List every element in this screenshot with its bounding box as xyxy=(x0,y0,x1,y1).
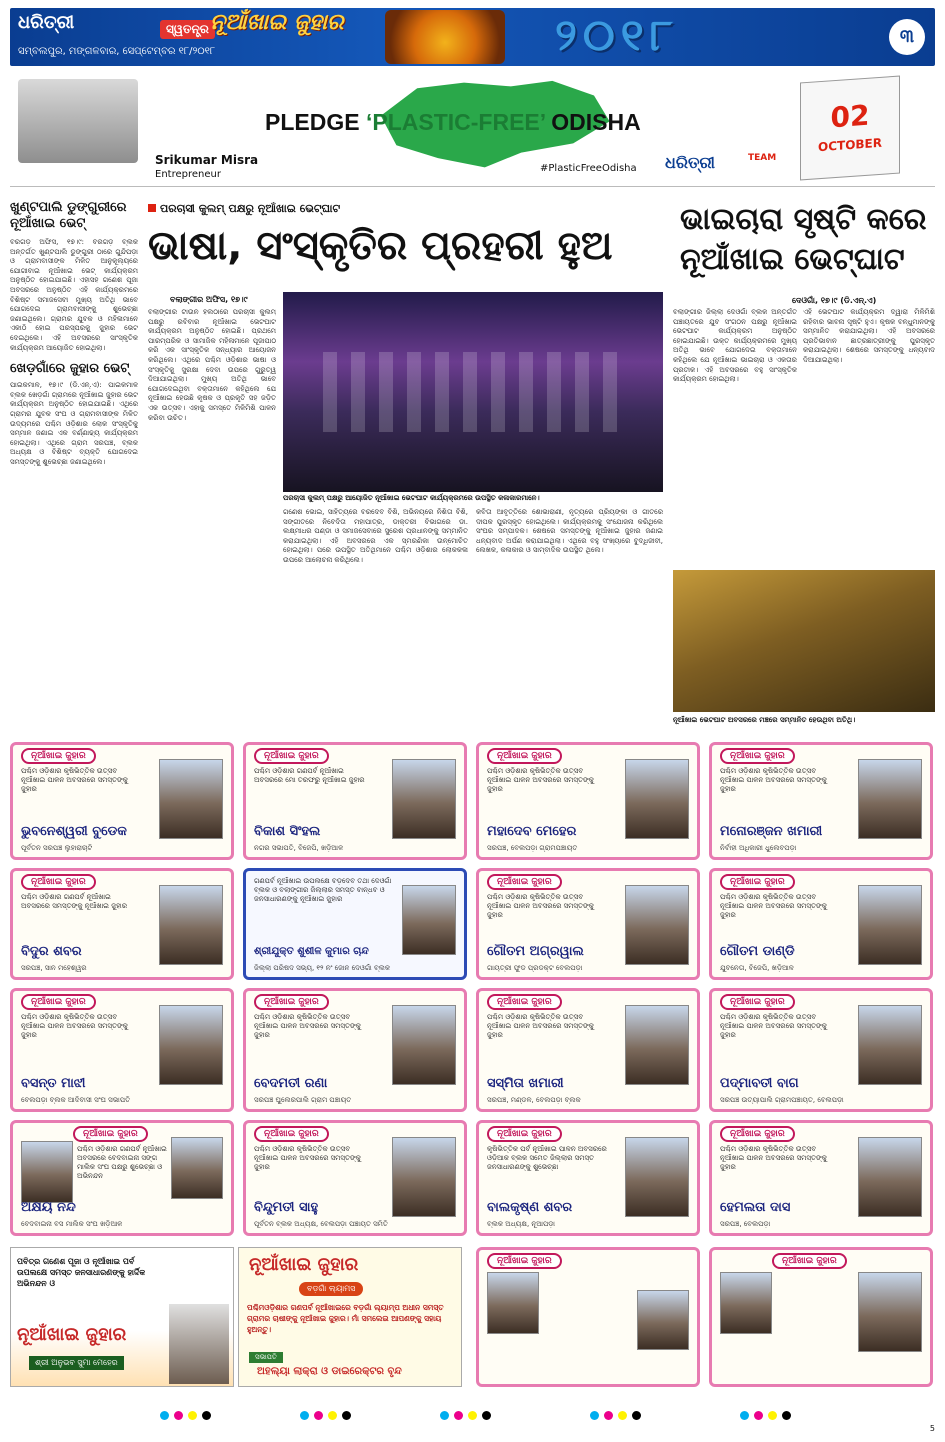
greeting-card xyxy=(10,988,234,1112)
card-role: ବେଦବାଇନା ବସ ମାଲିକ ସଂଘ ଖଡ଼ିଆଳ xyxy=(21,1220,123,1228)
card-role: ସରପଞ୍ଚ, ବେଲପଡ଼ା xyxy=(720,1220,771,1228)
card-role: ନିର୍ବାହୀ ଅଧିକାରୀ ଧୁଲେବପଡ଼ା xyxy=(720,844,797,852)
card-name: ଭୁବନେଶ୍ୱରୀ ବୁଡେକ xyxy=(21,824,127,839)
person-photo xyxy=(392,759,456,839)
registration-mark xyxy=(160,1405,220,1417)
card-role: ବ୍ଲକ ଅଧ୍ୟକ୍ଷ, ନୂଆପଡ଼ା xyxy=(487,1220,556,1228)
lamps-ad xyxy=(238,1247,462,1387)
registration-mark xyxy=(300,1405,360,1417)
card-title: ନୂଆଁଖାଇ ଜୁହାର xyxy=(772,1253,847,1269)
left-headline-2: ଖେଡ଼ଗାଁରେ ଜୁହାର ଭେଟ୍ xyxy=(10,361,130,377)
card-role: ଯୁବନେତା, ବିଜେପି, ଖଡ଼ିଆଳ xyxy=(720,964,794,972)
card-role: ପୂର୍ବତନ ବ୍ଲକ ଅଧ୍ୟକ୍ଷ, ବେଲପଡ଼ା ପଞ୍ଚାୟତ ସମିତି xyxy=(254,1220,388,1228)
calendar-day: 02 xyxy=(830,98,870,135)
person-photo xyxy=(858,759,922,839)
card-title: ନୂଆଁଖାଇ ଜୁହାର xyxy=(487,748,562,764)
main-col-2: ଗଣେଶ ଭୋଇ, ସାହିତ୍ୟରେ ବରଦେବ ବିଶି, ଅଭିନୟରେ ନିଶିତା ବିଶି, ସଙ୍ଗୀତରେ ନିବେଦିତା ମହାପାତ୍ର, ଡାକ୍ତରୀ ବିଭାଗରେ ଡା. ଲକ୍ଷ୍ମୀଧର ପଣ୍ଡା ଓ ସମାଜସେବାରେ ସୁରେଶ ପ୍ରଧାନଙ୍କୁ ସମ୍ମାନିତ କରାଯାଇଥିଲା। ଏହି ଅବସରରେ ଏକ ସ୍ମରଣିକା ଉନ୍ମୋଚିତ ହୋଇଥିଲା। ପରେ ଉପସ୍ଥିତ ଅତିଥିମାନେ ପଶ୍ଚିମ ଓଡ଼ିଶାର ଲୋକକଳା ଉପରେ ଆଲୋଚନା କରିଥିଲେ। xyxy=(283,508,468,564)
card-title: ନୂଆଁଖାଇ ଜୁହାର xyxy=(487,994,562,1010)
folio-number: 5 xyxy=(929,1424,935,1433)
left-body-2: ପାଇକମାଳ, ୧୭।୯ (ଡି.ଏନ୍.ଏ): ପାଇକମାଳ ବ୍ଲକ ଖେଡ଼ଗାଁ ଗ୍ରାମରେ ନୂଆଁଖାଇ ଜୁହାର ଭେଟ କାର୍ଯ୍ୟକ୍ରମ ଅନୁଷ୍ଠିତ ହୋଇଯାଇଛି। ଏଥିରେ ଗ୍ରାମର ଯୁବକ ସଂଘ ଓ ଗ୍ରାମବାସୀଙ୍କ ମିଳିତ ଉଦ୍ୟମରେ ପଶ୍ଚିମ ଓଡ଼ିଶାର ଲୋକ ସଂସ୍କୃତିକୁ ସମ୍ମାନ ଜଣାଇ ଏକ ବର୍ଣ୍ଣାଢ୍ୟ କାର୍ଯ୍ୟକ୍ରମ ହୋଇଥିଲା। ଏଥିରେ ଗ୍ରାମ ସରପଞ୍ଚ, ବ୍ଲକ ଅଧ୍ୟକ୍ଷ ଓ ବିଶିଷ୍ଟ ବ୍ୟକ୍ତି ଯୋଗଦେଇ ସମସ୍ତଙ୍କୁ ଶୁଭେଚ୍ଛା ଜଣାଇଥିଲେ। xyxy=(10,381,138,466)
card-role: ସରପଞ୍ଚ, ମଣ୍ଡଳ, ବେଲପଡ଼ା ବ୍ଲକ xyxy=(487,1096,581,1104)
card-title: ନୂଆଁଖାଇ ଜୁହାର xyxy=(720,994,795,1010)
card-title: ନୂଆଁଖାଇ ଜୁହାର xyxy=(487,1126,562,1142)
festival-title: ନୂଆଁଖାଇ ଜୁହାର xyxy=(210,10,344,35)
person-photo xyxy=(625,885,689,965)
greeting-card xyxy=(10,742,234,860)
card-name: ବିକାଶ ସିଂହଲ xyxy=(254,824,321,839)
card-title: ନୂଆଁଖାଇ ଜୁହାର xyxy=(21,748,96,764)
main-col-3: କବିତା ଆବୃତ୍ତିରେ ଶୋଭାରାଣୀ, ନୃତ୍ୟରେ ପ୍ରିୟଙ୍କା ଓ ଗୀତରେ ଦୀପକ ପୁରସ୍କୃତ ହୋଇଥିଲେ। କାର୍ଯ୍ୟକ୍ରମକୁ ସଂଯୋଜନା କରିଥିଲେ ସଂଘର ସମ୍ପାଦକ। ଶେଷରେ ସମସ୍ତଙ୍କୁ ନୂଆଁଖାଇ ଜୁହାର ଜଣାଇ ଧନ୍ୟବାଦ ଅର୍ପଣ କରାଯାଇଥିଲା। ଏଥିରେ ବହୁ ସଂଖ୍ୟାରେ ବୁଦ୍ଧିଜୀବୀ, ଲେଖକ, କଳାକାର ଓ ସାମ୍ବାଦିକ ଉପସ୍ଥିତ ଥିଲେ। xyxy=(476,508,663,555)
issue-date: ସମ୍ବଲପୁର, ମଙ୍ଗଳବାର, ସେପ୍ଟେମ୍ବର ୧୮/୨୦୧୮ xyxy=(18,46,216,57)
card-message: ପଶ୍ଚିମ ଓଡ଼ିଶାର କୃଷିଭିତ୍ତିକ ଉତ୍ସବ ନୂଆଁଖାଇ ପାଳନ ଅବସରରେ ସମସ୍ତଙ୍କୁ ଜୁହାର xyxy=(720,893,827,919)
greeting-card xyxy=(243,988,467,1112)
right-col-1: ବଲାଙ୍ଗୀର ଜିଲ୍ଲା ଦେଓଗାଁ ବ୍ଲକ ଅନ୍ତର୍ଗତ ପଞ୍ଚାୟତରେ ଯୁବ ସଂଗଠନ ପକ୍ଷରୁ ନୂଆଁଖାଇ ଭେଟଘାଟ କାର୍ଯ୍ୟକ୍ରମ ଅନୁଷ୍ଠିତ ହୋଇଯାଇଛି। ଉକ୍ତ କାର୍ଯ୍ୟକ୍ରମରେ ମୁଖ୍ୟ ଅତିଥି ଭାବେ ଯୋଗଦେଇ ବକ୍ତାମାନେ କହିଥିଲେ ଯେ ନୂଆଁଖାଇ ଭାଇଚାରା ଓ ଏକତାର ପ୍ରତୀକ। ଏହି ଅବସରରେ ବହୁ ସାଂସ୍କୃତିକ କାର୍ଯ୍ୟକ୍ରମ ହୋଇଥିଲା। xyxy=(673,308,797,384)
person-photo xyxy=(21,1141,73,1203)
card-title: ନୂଆଁଖାଇ ଜୁହାର xyxy=(720,1126,795,1142)
pledge-headline xyxy=(265,109,641,136)
card-message: କୃଷିଭିତ୍ତିକ ପର୍ବ ନୂଆଁଖାଇ ପାଳନ ଅବସରରେ ଓଡ଼ିଆକ ବ୍ଲକ ସମେତ ଜିଲ୍ଲାର ସମସ୍ତ ଜନସାଧାରଣଙ୍କୁ ଶୁଭେଚ୍ଛା xyxy=(487,1145,607,1171)
person-photo xyxy=(637,1290,689,1350)
right-dateline: ଦେଓଗାଁ, ୧୭।୯ (ଡି.ଏନ୍.ଏ) xyxy=(792,296,877,305)
pledge-text-end: ODISHA xyxy=(544,109,641,135)
left-body: ବରଗଡ଼ ଅଫିସ, ୧୭।୯: ବରଗଡ଼ ବ୍ଲକ ଅନ୍ତର୍ଗତ ଖୁଣ୍ଟପାଲି ଡୁଙ୍ଗୁରୀ ଠାରେ ଗୁନ୍ଦିପଡ଼ା ଓ ଗ୍ରାମବାସୀଙ୍କ ମିଳିତ ଆନୁକୂଲ୍ୟରେ ଯୋଗୀବାଇ ନୂଆଁଖାଇ ଭେଟ୍ କାର୍ଯ୍ୟକ୍ରମ ଅନୁଷ୍ଠିତ ହୋଇଯାଇଛି। ଏହାସହ ଗଣେଶ ପୂଜା ଅବସରରେ ଅନୁଷ୍ଠିତ ଏହି କାର୍ଯ୍ୟକ୍ରମରେ ବିଶିଷ୍ଟ ସମାଜସେବୀ ମୁଖ୍ୟ ଅତିଥି ଭାବେ ଯୋଗଦେଇ ଗ୍ରାମବାସୀଙ୍କୁ ଶୁଭେଚ୍ଛା ଜଣାଇଥିଲେ। ଗ୍ରାମର ଯୁବକ ଓ ମହିଳାମାନେ ଏକାଠି ହୋଇ ପରସ୍ପରକୁ ଜୁହାର ଭେଟ ଦେଇଥିଲେ। ଏହି ଅବସରରେ ସାଂସ୍କୃତିକ କାର୍ଯ୍ୟକ୍ରମ ଆୟୋଜିତ ହୋଇଥିଲା। xyxy=(10,238,138,352)
main-photo-caption: ପରଚାସୀ କୁଲମ୍ ପକ୍ଷରୁ ଆୟୋଜିତ ନୂଆଁଖାଇ ଭେଟଘାଟ କାର୍ଯ୍ୟକ୍ରମରେ ଉପସ୍ଥିତ କଳାକାରମାନେ। xyxy=(283,494,540,502)
card-role: ବେଲପଡ଼ା ବ୍ଲକ ଆଦିବାସୀ ସଂଘ ସଭାପତି xyxy=(21,1096,131,1104)
card-name: ହେମଲତା ଦାସ xyxy=(720,1200,791,1215)
card-role: ନଗର ସଭାପତି, ବିଜେପି, ଖଡ଼ିଆଳ xyxy=(254,844,344,852)
ad-organisation: ବଡ଼ଗାଁ ଲ୍ୟାମସ xyxy=(299,1282,363,1296)
brand-logo: ଧରିତ୍ରୀ xyxy=(665,153,715,172)
person-photo xyxy=(858,885,922,965)
person-photo xyxy=(720,1272,772,1334)
greeting-card xyxy=(243,742,467,860)
greeting-card xyxy=(10,868,234,980)
card-message: ପଶ୍ଚିମ ଓଡ଼ିଶାର କୃଷିଭିତ୍ତିକ ଉତ୍ସବ ନୂଆଁଖାଇ ପାଳନ ଅବସରରେ ସମସ୍ତଙ୍କୁ ଜୁହାର xyxy=(487,893,594,919)
card-title: ନୂଆଁଖାଇ ଜୁହାର xyxy=(21,994,96,1010)
main-kicker: ପରଚାସୀ କୁଲମ୍ ପକ୍ଷରୁ ନୂଆଁଖାଇ ଭେଟ୍ଘାଟ xyxy=(148,202,340,216)
card-title: ନୂଆଁଖାଇ ଜୁହାର xyxy=(254,1126,329,1142)
greeting-card xyxy=(476,988,700,1112)
registration-mark xyxy=(440,1405,500,1417)
greeting-card xyxy=(476,1120,700,1236)
card-message: ପଶ୍ଚିମ ଓଡ଼ିଶାର କୃଷିଭିତ୍ତିକ ଉତ୍ସବ ନୂଆଁଖାଇ ପାଳନ ଅବସରରେ ସମସ୍ତଙ୍କୁ ଜୁହାର xyxy=(720,767,827,793)
person-photo xyxy=(625,759,689,839)
masthead xyxy=(10,8,935,66)
card-title: ନୂଆଁଖାଇ ଜୁହାର xyxy=(254,994,329,1010)
greeting-card xyxy=(476,1247,700,1387)
card-title: ନୂଆଁଖାଇ ଜୁହାର xyxy=(720,874,795,890)
main-photo xyxy=(283,292,663,492)
main-col-1: ବଲାଙ୍ଗୀର ଟାଉନ ହଲଠାରେ ପରଚାସୀ କୁଲମ୍ ପକ୍ଷରୁ ରବିବାର ନୂଆଁଖାଇ ଭେଟଘାଟ କାର୍ଯ୍ୟକ୍ରମ ଅନୁଷ୍ଠିତ ହୋଇଛି। ପ୍ରଥମେ ପାରମ୍ପରିକ ଓ ସାମାଜିକ ମହିଳାମାନେ ପୂଜାପାଠ କରି ଏକ ସାଂସ୍କୃତିକ ସନ୍ଧ୍ୟାର ଆୟୋଜନ କରିଥିଲେ। ଏଥିରେ ପଶ୍ଚିମ ଓଡ଼ିଶାର ଭାଷା ଓ ସଂସ୍କୃତିକୁ ସୁରକ୍ଷା ଦେବା ଉପରେ ଗୁରୁତ୍ୱ ଦିଆଯାଇଥିଲା। ମୁଖ୍ୟ ଅତିଥି ଭାବେ ଯୋଗଦେଇଥିବା ବକ୍ତାମାନେ କହିଥିଲେ ଯେ ନୂଆଁଖାଇ ହେଉଛି କୃଷକ ଓ ପ୍ରକୃତି ସହ ଜଡ଼ିତ ଏକ ଉତ୍ସବ। ଏହାକୁ ସମସ୍ତେ ମିଳିମିଶି ପାଳନ କରିବା ଉଚିତ। xyxy=(148,308,276,422)
main-dateline: ବଲାଙ୍ଗୀର ଅଫିସ, ୧୭।୯ xyxy=(170,295,248,304)
team-logo: TEAM xyxy=(748,153,777,163)
person-photo xyxy=(159,759,223,839)
sponsor-role: Entrepreneur xyxy=(155,169,221,180)
ganesh-puja-ad xyxy=(10,1247,234,1387)
card-message: ଗଣପର୍ବ ନୂଆଁଖାଇ ଉପଲକ୍ଷେ ବଡ଼ଦେବ ତଥା ଦେଓଗାଁ ବ୍ଲକ ଓ ବଲାଙ୍ଗୀର ଜିଲ୍ଲାର ସମସ୍ତ ବାନ୍ଧବ ଓ ଜନସାଧାରଣଙ୍କୁ ନୂଆଁଖାଇ ଜୁହାର xyxy=(254,877,392,903)
person-photo xyxy=(392,1005,456,1085)
greeting-card xyxy=(709,988,933,1112)
person-photo xyxy=(392,1137,456,1217)
left-headline: ଖୁଣ୍ଟପାଲି ଡୁଙ୍ଗୁରୀରେ ନୂଆଁଖାଇ ଭେଟ୍ xyxy=(10,200,127,231)
card-name: ବାଲକୃଷ୍ଣ ଶବର xyxy=(487,1200,573,1215)
card-name: ଅକ୍ଷୟ ନନ୍ଦ xyxy=(21,1200,76,1215)
calendar-icon xyxy=(800,76,900,181)
right-col-2: ଏହି ଭେଟଘାଟ କାର୍ଯ୍ୟକ୍ରମ ଦ୍ୱାରା ମିଳିମିଶି ରହିବାର ଭାବନା ସୃଷ୍ଟି ହୁଏ। କୃଷକ ବନ୍ଧୁମାନଙ୍କୁ ସମ୍ମାନିତ କରାଯାଇଥିଲା। ଏହି ଅବସରରେ ପ୍ରତିଭାବାନ ଛାତ୍ରଛାତ୍ରୀଙ୍କୁ ପୁରସ୍କୃତ କରାଯାଇଥିଲା। ଶେଷରେ ସମସ୍ତଙ୍କୁ ଧନ୍ୟବାଦ ଦିଆଯାଇଥିଲା। xyxy=(803,308,935,364)
card-role: ପୂର୍ବତନ ସରପଞ୍ଚ ଲୁହାରାଚାଟି xyxy=(21,844,93,852)
greeting-card xyxy=(709,1247,933,1387)
ad-message: ପଶ୍ଚିମଓଡ଼ିଶାର ଗଣପର୍ବ ନୂଆଁଖାଇରେ ବଡ଼ଗାଁ ଲ୍ୟାମ୍ପ ଅଧୀନ ସମସ୍ତ ଗ୍ରାମର ଚାଷୀଙ୍କୁ ନୂଆଁଖାଇ ଜୁହାର। ମାଁ ସମଲେଇ ଆପଣଙ୍କୁ ସହାୟ ହୁଅନ୍ତୁ। xyxy=(247,1303,444,1334)
ad-message: ପବିତ୍ର ଗଣେଶ ପୂଜା ଓ ନୂଆଁଖାଇ ପର୍ବ ଉପଲକ୍ଷେ ସମସ୍ତ ଜନସାଧାରଣଙ୍କୁ ହାର୍ଦ୍ଦିକ ଅଭିନନ୍ଦନ ଓ xyxy=(17,1257,146,1288)
card-message: ପଶ୍ଚିମ ଓଡ଼ିଶାର ଗଣପର୍ବ ନୂଆଁଖାଇ ଅବସରରେ ମୋ ତରଫରୁ ନୂଆଁଖାଇ ଜୁହାର xyxy=(254,767,365,784)
special-badge: ସ୍ୱତନ୍ତ୍ର xyxy=(160,20,215,39)
main-headline: ଭାଷା, ସଂସ୍କୃତିର ପ୍ରହରୀ ହୁଅ xyxy=(148,223,613,269)
ad-title: ନୂଆଁଖାଇ ଜୁହାର xyxy=(249,1254,359,1275)
card-message: ପଶ୍ଚିମ ଓଡ଼ିଶାର କୃଷିଭିତ୍ତିକ ଉତ୍ସବ ନୂଆଁଖାଇ ପାଳନ ଅବସରରେ ସମସ୍ତଙ୍କୁ ଜୁହାର xyxy=(720,1013,827,1039)
card-role: ସରପଞ୍ଚ ଉତ୍ୟାପାଲି ଗ୍ରାମପଞ୍ଚାୟତ, ବେଲପଡ଼ା xyxy=(720,1096,844,1104)
card-name: ସସ୍ମିତା ଖମାରୀ xyxy=(487,1076,564,1091)
calendar-month: OCTOBER xyxy=(818,135,882,155)
card-role: ସରପଞ୍ଚ, ସାନ ମହେଶ୍ୱର xyxy=(21,964,87,972)
person-photo xyxy=(858,1272,922,1352)
sponsor-name: Srikumar Misra xyxy=(155,153,259,167)
ad-president-label: ସଭାପତି xyxy=(249,1352,283,1363)
card-title: ନୂଆଁଖାଇ ଜୁହାର xyxy=(21,874,96,890)
card-message: ପଶ୍ଚିମ ଓଡ଼ିଶାର କୃଷିଭିତ୍ତିକ ଉତ୍ସବ ନୂଆଁଖାଇ ପାଳନ ଅବସରରେ ସମସ୍ତଙ୍କୁ ଜୁହାର xyxy=(21,1013,128,1039)
card-role: ଗାୟତ୍ରୀ ଫୁଡ ପ୍ରଡକ୍ଟ ବେଲପଡ଼ା xyxy=(487,964,583,972)
card-title: ନୂଆଁଖାଇ ଜୁହାର xyxy=(487,1253,562,1269)
card-message: ପଶ୍ଚିମ ଓଡ଼ିଶାର କୃଷିଭିତ୍ତିକ ଉତ୍ସବ ନୂଆଁଖାଇ ପାଳନ ଅବସରରେ ସମସ୍ତଙ୍କୁ ଜୁହାର xyxy=(254,1013,361,1039)
person-photo xyxy=(858,1005,922,1085)
person-photo xyxy=(402,885,456,955)
greeting-card xyxy=(476,742,700,860)
card-name: ପଦ୍ମାବତୀ ବାଗ xyxy=(720,1076,799,1091)
card-title: ନୂଆଁଖାଇ ଜୁହାର xyxy=(254,748,329,764)
card-title: ନୂଆଁଖାଇ ଜୁହାର xyxy=(487,874,562,890)
right-photo xyxy=(673,570,935,712)
card-message: ପଶ୍ଚିମ ଓଡ଼ିଶାର କୃଷିଭିତ୍ତିକ ଉତ୍ସବ ନୂଆଁଖାଇ ପାଳନ ଅବସରରେ ସମସ୍ତଙ୍କୁ ଜୁହାର xyxy=(720,1145,827,1171)
left-column xyxy=(10,200,138,740)
card-name: ମନୋରଞ୍ଜନ ଖମାରୀ xyxy=(720,824,823,839)
plastic-free-ad xyxy=(10,75,935,187)
greeting-card xyxy=(243,1120,467,1236)
person-photo xyxy=(487,1272,539,1334)
ad-signatory: ଅହଲ୍ୟା ଲାକ୍ରା ଓ ଡାଇରେକ୍ଟର ବୃନ୍ଦ xyxy=(257,1366,402,1377)
registration-mark xyxy=(590,1405,650,1417)
right-photo-caption: ନୂଆଁଖାଇ ଭେଟଘାଟ ଅବସରରେ ମଞ୍ଚରେ ସମ୍ମାନିତ ହେଉଥିବା ଅତିଥି। xyxy=(673,716,856,724)
person-photo xyxy=(169,1304,229,1384)
card-name: ବିଦୁର ଶବର xyxy=(21,944,82,959)
card-name: ବସନ୍ତ ମାଝୀ xyxy=(21,1076,86,1091)
card-name: ଗୌତମ ଡାଣ୍ଡି xyxy=(720,944,795,959)
person-photo xyxy=(858,1137,922,1217)
greeting-card xyxy=(10,1120,234,1236)
card-message: ପଶ୍ଚିମ ଓଡ଼ିଶାର କୃଷିଭିତ୍ତିକ ଉତ୍ସବ ନୂଆଁଖାଇ ପାଳନ ଅବସରରେ ସମସ୍ତଙ୍କୁ ଜୁହାର xyxy=(487,767,594,793)
hashtag: #PlasticFreeOdisha xyxy=(540,163,637,174)
card-title: ନୂଆଁଖାଇ ଜୁହାର xyxy=(73,1126,148,1142)
person-photo xyxy=(625,1137,689,1217)
card-name: ଗୌତମ ଅଗ୍ରୱାଲ xyxy=(487,944,584,959)
person-photo xyxy=(625,1005,689,1085)
card-role: ସରପଞ୍ଚ ଘୁଲେରପାଲି ଗ୍ରାମ ପଞ୍ଚାୟତ xyxy=(254,1096,352,1104)
card-message: ପଶ୍ଚିମ ଓଡ଼ିଶାର ଗଣପର୍ବ ନୂଆଁଖାଇ ଅବସରରେ ସମସ୍ତଙ୍କୁ ନୂଆଁଖାଇ ଜୁହାର xyxy=(21,893,128,910)
card-message: ପଶ୍ଚିମ ଓଡ଼ିଶାର କୃଷିଭିତ୍ତିକ ଉତ୍ସବ ନୂଆଁଖାଇ ପାଳନ ଅବସରରେ ସମସ୍ତଙ୍କୁ ଜୁହାର xyxy=(487,1013,594,1039)
greeting-card xyxy=(476,868,700,980)
card-name: ଶ୍ରୀଯୁକ୍ତ ଶୁଶୀଳ କୁମାର ଚାନ୍ଦ xyxy=(254,946,369,957)
deity-image xyxy=(385,10,505,64)
sponsor-photo xyxy=(18,79,138,163)
card-name: ମହାଦେବ ମେହେର xyxy=(487,824,577,839)
newspaper-logo: ଧରିତ୍ରୀ xyxy=(18,12,75,33)
print-registration-marks xyxy=(160,1405,800,1421)
card-message: ପଶ୍ଚିମ ଓଡ଼ିଶାର କୃଷିଭିତ୍ତିକ ଉତ୍ସବ ନୂଆଁଖାଇ ପାଳନ ଅବସରରେ ସମସ୍ତଙ୍କୁ ଜୁହାର xyxy=(21,767,128,793)
card-message: ପଶ୍ଚିମ ଓଡ଼ିଶାର ଗଣପର୍ବ ନୂଆଁଖାଇ ଅବସରରେ ବେଦବାଇନା ସଙ୍ଗ ମାଲିକ ସଂଘ ପକ୍ଷରୁ ଶୁଭେଚ୍ଛା ଓ ଅଭିନନ୍ଦନ xyxy=(77,1145,167,1180)
greeting-card xyxy=(709,742,933,860)
page-number: ୩ xyxy=(889,19,925,55)
card-name: ବେଦମତୀ ରଣା xyxy=(254,1076,328,1091)
greeting-card xyxy=(709,868,933,980)
card-name: ବିନ୍ଦୁମତୀ ସାହୁ xyxy=(254,1200,319,1215)
registration-mark xyxy=(740,1405,800,1417)
ad-sponsor: ଶ୍ରୀ ଅନୁଭବ ସୁମା ମେହେର xyxy=(29,1356,124,1370)
person-photo xyxy=(159,1005,223,1085)
card-role: ଜିଲ୍ଲା ପରିଷଦ ସଭ୍ୟ, ୧୨ ନଂ ଜୋନ ଦେଓଗାଁ ବ୍ଲକ xyxy=(254,964,390,972)
ad-greeting: ନୂଆଁଖାଇ ଜୁହାର xyxy=(17,1324,127,1345)
plastic-free-text: ‘PLASTIC-FREE’ xyxy=(365,109,545,135)
pledge-text: PLEDGE xyxy=(265,109,366,135)
year-banner: ୨୦୧୮ xyxy=(555,10,679,61)
card-role: ସରପଞ୍ଚ, ବେଲପଡ଼ା ଗ୍ରାମପଞ୍ଚାୟତ xyxy=(487,844,578,852)
greeting-card xyxy=(709,1120,933,1236)
greeting-card xyxy=(243,868,467,980)
card-title: ନୂଆଁଖାଇ ଜୁହାର xyxy=(720,748,795,764)
person-photo xyxy=(159,885,223,965)
person-photo xyxy=(171,1137,223,1199)
card-message: ପଶ୍ଚିମ ଓଡ଼ିଶାର କୃଷିଭିତ୍ତିକ ଉତ୍ସବ ନୂଆଁଖାଇ ପାଳନ ଅବସରରେ ସମସ୍ତଙ୍କୁ ଜୁହାର xyxy=(254,1145,361,1171)
right-headline: ଭାଇଚାରା ସୃଷ୍ଟି କରେ ନୂଆଁଖାଇ ଭେଟ୍ଘାଟ xyxy=(680,202,927,277)
